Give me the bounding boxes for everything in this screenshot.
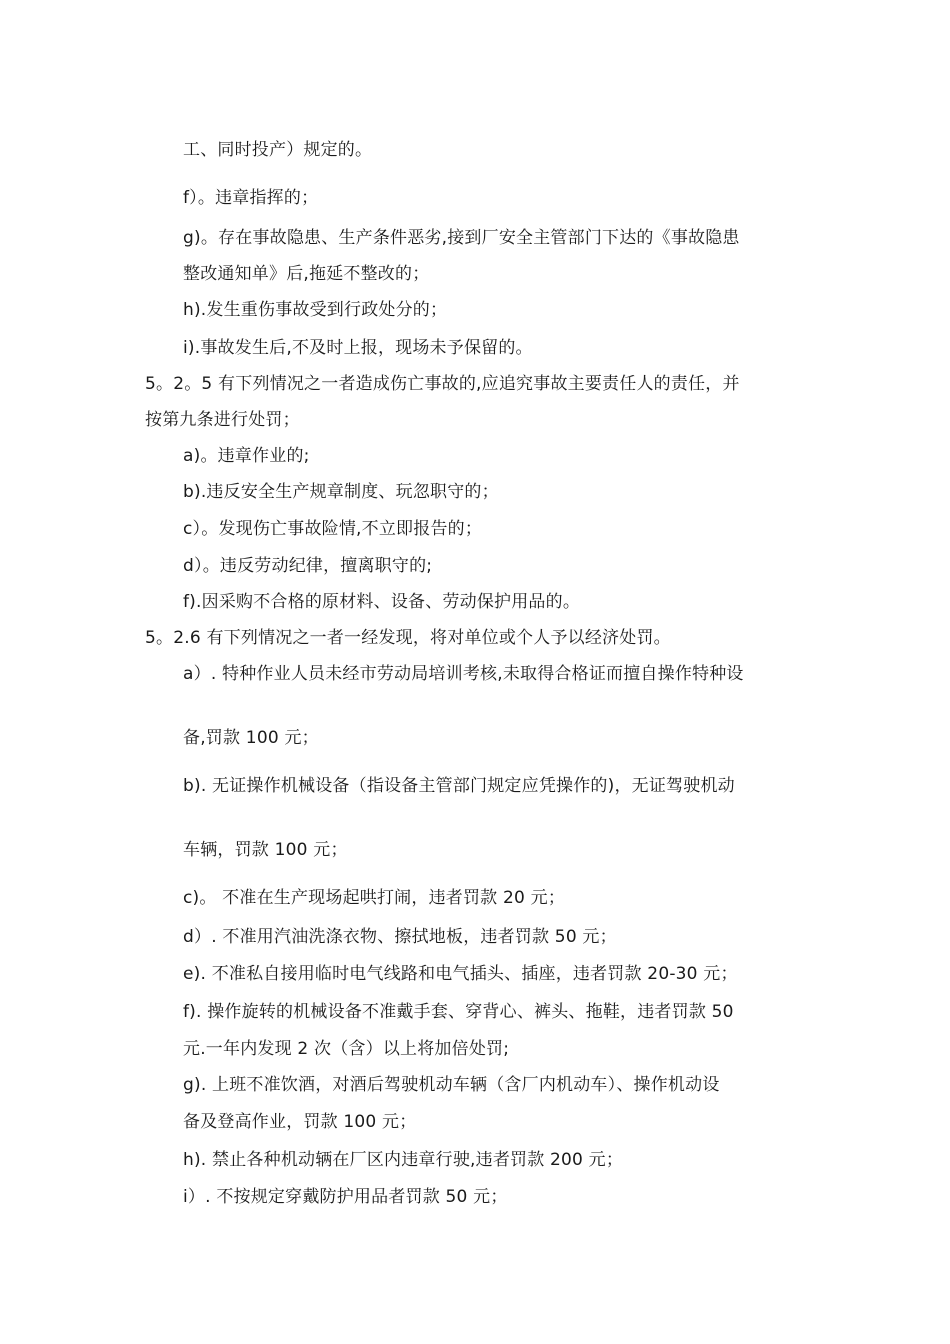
list-item-a: a)。违章作业的;	[183, 446, 310, 466]
section-5-2-6: 5。2.6 有下列情况之一者一经发现，将对单位或个人予以经济处罚。	[145, 628, 671, 648]
list-item-e: e). 不准私自接用临时电气线路和电气插头、插座，违者罚款 20-30 元；	[183, 964, 738, 984]
list-item-g-continued: 整改通知单》后,拖延不整改的；	[183, 264, 430, 284]
list-item-f: f).因采购不合格的原材料、设备、劳动保护用品的。	[183, 592, 581, 612]
list-item-b: b).违反安全生产规章制度、玩忽职守的；	[183, 482, 499, 502]
list-item-a: a）. 特种作业人员未经市劳动局培训考核,未取得合格证而擅自操作特种设	[183, 664, 744, 684]
list-item-i: i).事故发生后,不及时上报，现场未予保留的。	[183, 338, 533, 358]
list-item-h: h). 禁止各种机动辆在厂区内违章行驶,违者罚款 200 元；	[183, 1150, 624, 1170]
text-line: 工、同时投产）规定的。	[183, 140, 373, 160]
list-item-d: d）。违反劳动纪律，擅离职守的;	[183, 556, 433, 576]
list-item-f: f）。违章指挥的；	[183, 188, 319, 208]
list-item-d: d）. 不准用汽油洗涤衣物、擦拭地板，违者罚款 50 元；	[183, 927, 617, 947]
list-item-g: g)。存在事故隐患、生产条件恶劣,接到厂安全主管部门下达的《事故隐患	[183, 228, 740, 248]
list-item-b: b). 无证操作机械设备（指设备主管部门规定应凭操作的)，无证驾驶机动	[183, 776, 735, 796]
list-item-f: f). 操作旋转的机械设备不准戴手套、穿背心、裤头、拖鞋，违者罚款 50	[183, 1002, 734, 1022]
list-item-c: c)。 不准在生产现场起哄打闹，违者罚款 20 元；	[183, 888, 566, 908]
list-item-g: g). 上班不准饮酒，对酒后驾驶机动车辆（含厂内机动车）、操作机动设	[183, 1075, 720, 1095]
list-item-f-continued: 元.一年内发现 2 次（含）以上将加倍处罚;	[183, 1039, 510, 1059]
list-item-a-continued: 备,罚款 100 元；	[183, 728, 319, 748]
list-item-i: i）. 不按规定穿戴防护用品者罚款 50 元；	[183, 1187, 508, 1207]
section-5-2-5: 5。2。5 有下列情况之一者造成伤亡事故的,应追究事故主要责任人的责任，并	[145, 374, 740, 394]
list-item-c: c）。发现伤亡事故险情,不立即报告的；	[183, 519, 483, 539]
list-item-h: h).发生重伤事故受到行政处分的；	[183, 300, 448, 320]
list-item-g-continued: 备及登高作业，罚款 100 元；	[183, 1112, 417, 1132]
section-5-2-5-continued: 按第九条进行处罚；	[145, 410, 300, 430]
list-item-b-continued: 车辆，罚款 100 元；	[183, 840, 348, 860]
